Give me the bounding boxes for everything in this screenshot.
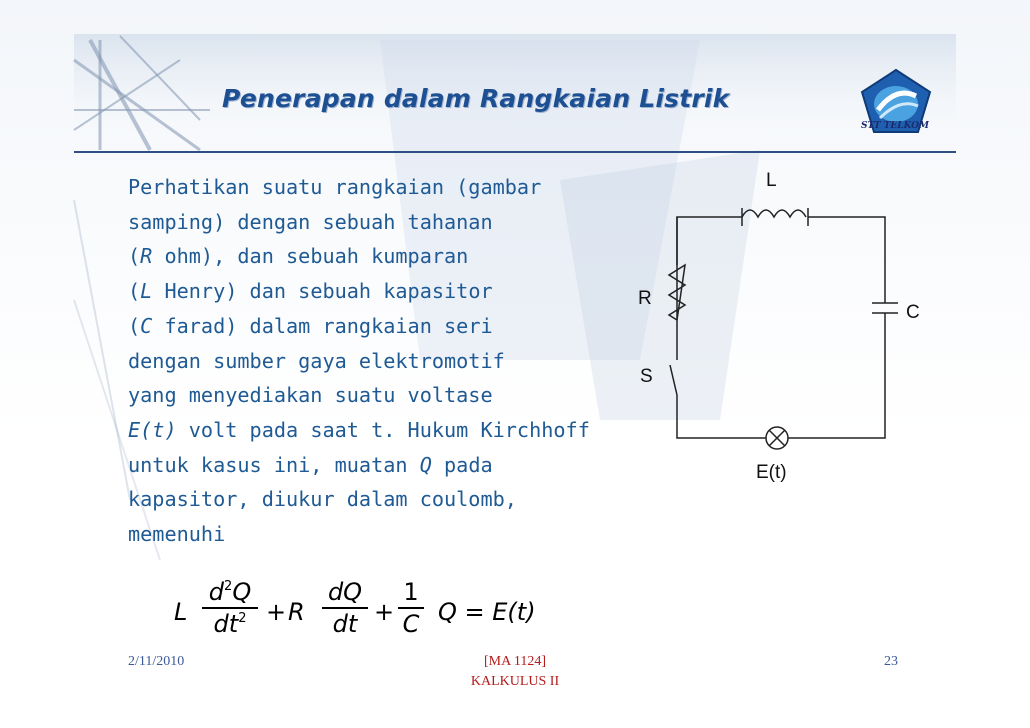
formula-plus-2: + xyxy=(374,598,395,626)
body-text-segment: kapasitor, diukur dalam coulomb, xyxy=(128,487,517,512)
wire-left-top xyxy=(677,217,742,320)
body-line xyxy=(128,309,648,344)
label-source: E(t) xyxy=(756,462,787,483)
body-text-segment: ( xyxy=(128,244,141,269)
formula-fraction-2 xyxy=(322,578,368,638)
formula-frac1-denominator: $dt^2$ xyxy=(213,609,247,638)
body-text-segment: pada xyxy=(431,452,493,477)
body-text-segment: ( xyxy=(128,313,141,338)
wire-right-top xyxy=(808,217,885,303)
body-text-segment: Henry) dan sebuah kapasitor xyxy=(152,279,493,304)
body-text-segment: Perhatikan suatu rangkaian (gambar xyxy=(128,175,542,199)
wire-left-bottom xyxy=(677,395,766,438)
switch-blade xyxy=(670,365,677,395)
body-text-segment: untuk kasus ini, muatan xyxy=(128,452,420,477)
footer-course-name: KALKULUS II xyxy=(470,674,560,689)
formula-L: L xyxy=(174,598,188,626)
footer-course-code: [MA 1124] xyxy=(483,654,547,669)
label-inductor: L xyxy=(766,170,777,191)
logo-text: STT TELKOM xyxy=(861,121,929,131)
formula-fraction-3 xyxy=(398,578,424,638)
formula-R: R xyxy=(288,598,305,626)
body-line xyxy=(128,274,648,309)
body-variable: R xyxy=(140,244,153,269)
formula-frac3-denominator: C xyxy=(402,609,420,638)
body-line xyxy=(128,378,648,413)
body-line xyxy=(128,170,648,205)
formula-frac3-numerator: 1 xyxy=(403,578,419,606)
body-text-segment: memenuhi xyxy=(128,522,226,547)
wire-right-bottom xyxy=(788,313,885,438)
body-text-segment: dengan sumber gaya elektromotif xyxy=(128,348,505,373)
slide-title: Penerapan dalam Rangkaian Listrik xyxy=(222,84,730,113)
body-line xyxy=(128,517,648,552)
body-text-segment: yang menyediakan suatu voltase xyxy=(128,383,493,408)
footer-date: 2/11/2010 xyxy=(128,654,185,669)
body-text-segment: ohm), dan sebuah kumparan xyxy=(152,244,469,269)
footer-course xyxy=(430,652,600,692)
body-line xyxy=(128,448,648,483)
body-line xyxy=(128,344,648,379)
formula-frac2-denominator: dt xyxy=(332,609,358,638)
body-variable: L xyxy=(140,279,153,304)
body-variable: C xyxy=(140,313,153,338)
rlc-circuit-diagram xyxy=(620,160,940,490)
body-line xyxy=(128,239,648,274)
body-paragraph xyxy=(128,170,648,552)
title-divider xyxy=(74,151,956,153)
body-text-segment: volt pada saat t. Hukum Kirchhoff xyxy=(176,417,590,442)
body-variable: Q xyxy=(419,452,432,477)
inductor-coil xyxy=(742,210,806,217)
label-capacitor: C xyxy=(906,302,920,323)
formula-rhs: Q = E(t) xyxy=(438,598,536,626)
formula-frac2-numerator: dQ xyxy=(327,578,363,606)
formula-fraction-1 xyxy=(202,578,258,638)
formula-plus-1: + xyxy=(266,598,287,626)
formula-frac1-numerator: $d^2Q$ xyxy=(208,578,252,606)
footer-page-number: 23 xyxy=(884,654,898,669)
body-line xyxy=(128,413,648,448)
body-variable: E(t) xyxy=(128,417,177,442)
body-text-segment: farad) dalam rangkaian seri xyxy=(152,313,493,338)
label-resistor: R xyxy=(638,288,652,309)
body-text-segment: ( xyxy=(128,279,141,304)
body-line xyxy=(128,205,648,240)
body-line xyxy=(128,482,648,517)
body-text-segment: samping) dengan sebuah tahanan xyxy=(128,209,493,234)
label-switch: S xyxy=(640,366,653,387)
